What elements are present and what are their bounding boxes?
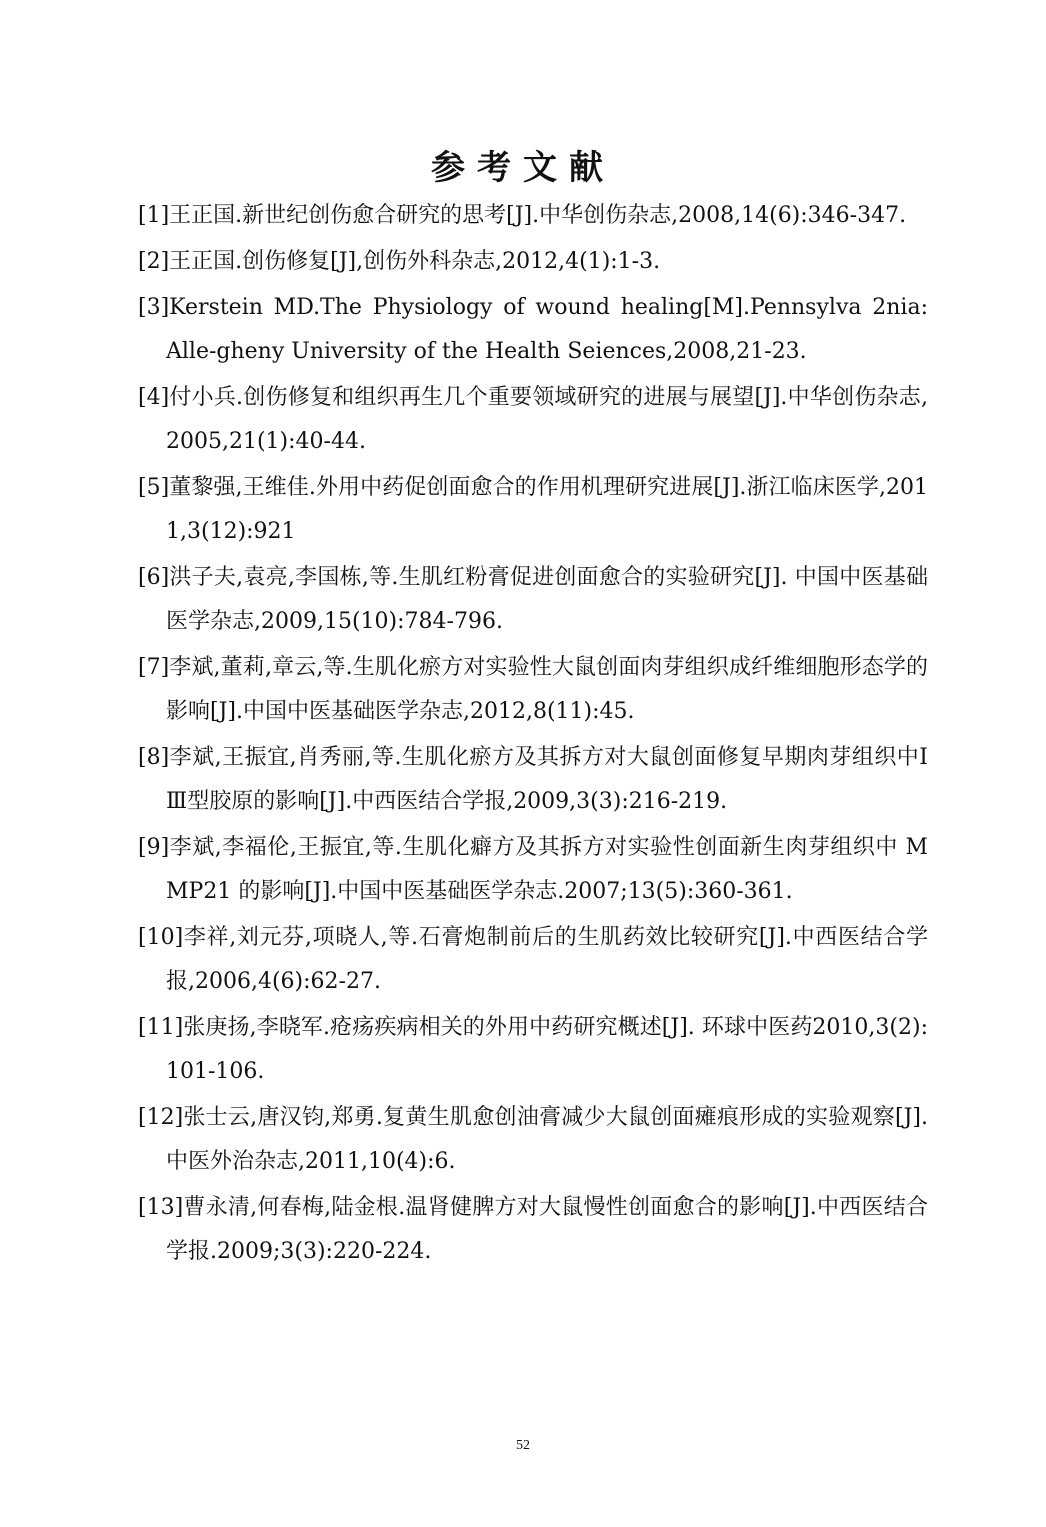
reference-item: [5]董黎强,王维佳.外用中药促创面愈合的作用机理研究进展[J].浙江临床医学,2011,3(12):921	[138, 475, 928, 544]
reference-item: [8]李斌,王振宜,肖秀丽,等.生肌化瘀方及其拆方对大鼠创面修复早期肉芽组织中ⅠⅢ型胶原的影响[J].中西医结合学报,2009,3(3):216-219.	[138, 745, 928, 814]
reference-item: [6]洪子夫,袁亮,李国栋,等.生肌红粉膏促进创面愈合的实验研究[J]. 中国中医基础医学杂志,2009,15(10):784-796.	[138, 565, 928, 634]
reference-item: [13]曹永清,何春梅,陆金根.温肾健脾方对大鼠慢性创面愈合的影响[J].中西医结合学报.2009;3(3):220-224.	[138, 1195, 928, 1264]
reference-item: [2]王正国.创伤修复[J],创伤外科杂志,2012,4(1):1-3.	[138, 249, 661, 274]
reference-list	[138, 194, 928, 1276]
reference-item: [7]李斌,董莉,章云,等.生肌化瘀方对实验性大鼠创面肉芽组织成纤维细胞形态学的影响[J].中国中医基础医学杂志,2012,8(11):45.	[138, 655, 928, 724]
reference-item: [12]张士云,唐汉钧,郑勇.复黄生肌愈创油膏减少大鼠创面瘫痕形成的实验观察[J].中医外治杂志,2011,10(4):6.	[138, 1105, 928, 1174]
reference-item: [9]李斌,李福伦,王振宜,等.生肌化癖方及其拆方对实验性创面新生肉芽组织中 MMP21 的影响[J].中国中医基础医学杂志.2007;13(5):360-361.	[138, 835, 928, 904]
reference-item: [3]Kerstein MD.The Physiology of wound healing[M].Pennsylva 2nia: Alle-gheny University of the Health Seiences,2008,21-23.	[138, 295, 928, 364]
reference-item: [10]李祥,刘元芬,项晓人,等.石膏炮制前后的生肌药效比较研究[J].中西医结合学报,2006,4(6):62-27.	[138, 925, 928, 994]
reference-item: [1]王正国.新世纪创伤愈合研究的思考[J].中华创伤杂志,2008,14(6):346-347.	[138, 203, 907, 228]
reference-item: [4]付小兵.创伤修复和组织再生几个重要领域研究的进展与展望[J].中华创伤杂志,2005,21(1):40-44.	[138, 385, 928, 454]
reference-item: [11]张庚扬,李晓军.疮疡疾病相关的外用中药研究概述[J]. 环球中医药2010,3(2):101-106.	[138, 1015, 928, 1084]
page-number: 52	[516, 1438, 530, 1453]
page-title: 参考文献	[431, 148, 615, 188]
